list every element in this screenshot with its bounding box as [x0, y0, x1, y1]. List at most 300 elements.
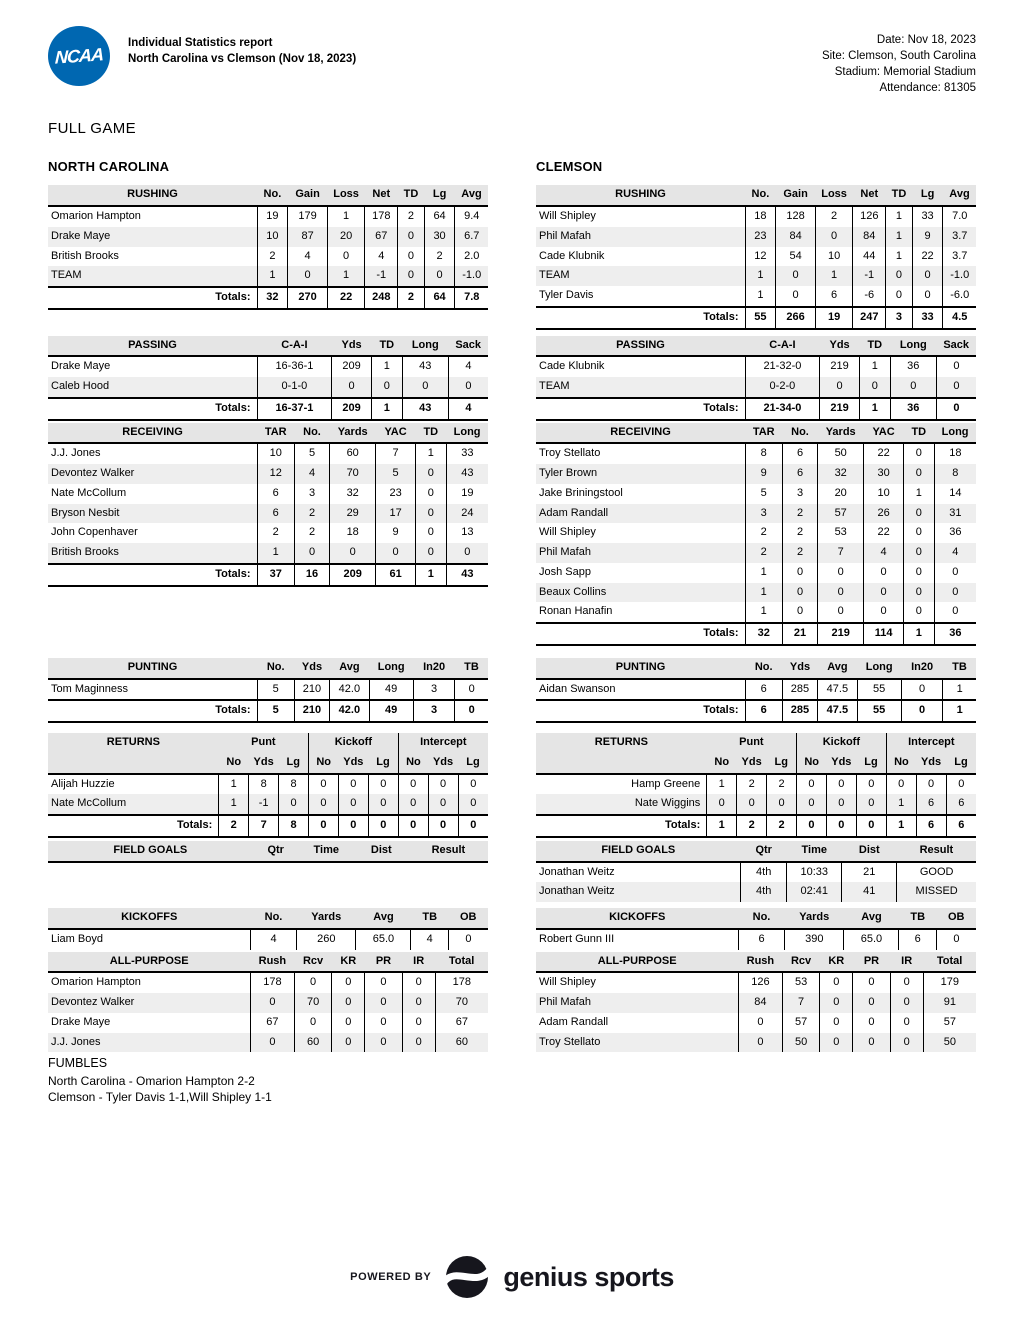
stat-cell: 0 — [776, 286, 816, 307]
column-header: No. — [250, 908, 296, 929]
stat-cell: 0 — [250, 1033, 294, 1053]
stat-cell: 6 — [738, 929, 784, 950]
returns-section — [48, 733, 488, 838]
stat-cell: 0 — [934, 602, 976, 623]
stat-cell: 0 — [332, 993, 365, 1013]
stat-cell: 2.0 — [455, 247, 488, 267]
table-row — [48, 993, 488, 1013]
stat-cell: 14 — [934, 484, 976, 504]
stat-cell: 2 — [398, 206, 424, 227]
section-title: RECEIVING — [536, 423, 745, 444]
stat-cell: 36 — [934, 623, 976, 645]
stat-cell: 0 — [916, 774, 946, 795]
stat-cell: 0 — [455, 700, 488, 722]
group-header: Kickoff — [796, 733, 886, 753]
totals-row — [48, 398, 488, 420]
stat-cell: 18 — [330, 523, 376, 543]
stat-cell: 0 — [368, 774, 398, 795]
totals-row — [536, 700, 976, 722]
stat-cell: 0 — [365, 993, 402, 1013]
player-name: Liam Boyd — [51, 932, 103, 945]
stat-cell: 209 — [332, 356, 372, 377]
returns-table — [536, 733, 976, 838]
player-name: Tyler Brown — [539, 467, 598, 480]
table-row — [536, 356, 976, 377]
stat-cell: 32 — [330, 484, 376, 504]
stat-cell: 43 — [402, 356, 448, 377]
stat-cell: 0-2-0 — [745, 377, 820, 398]
stat-cell: 0 — [415, 464, 446, 484]
stat-cell: 57 — [818, 504, 864, 524]
column-header: No. — [294, 423, 329, 444]
column-header: C-A-I — [745, 336, 820, 357]
stat-cell: 30 — [864, 464, 904, 484]
stat-cell: 0 — [901, 679, 943, 701]
stat-cell: 0 — [815, 227, 852, 247]
stat-cell: 30 — [424, 227, 455, 247]
stat-cell: 18 — [745, 206, 776, 227]
column-header: YAC — [864, 423, 904, 444]
stat-cell: 7.0 — [943, 206, 976, 227]
stat-cell: 36 — [890, 356, 936, 377]
column-header: C-A-I — [257, 336, 332, 357]
table-row — [48, 1033, 488, 1053]
player-name: Jake Briningstool — [539, 486, 623, 499]
stat-cell: 2 — [257, 247, 288, 267]
stat-cell: 1 — [745, 602, 782, 623]
stat-cell: 390 — [785, 929, 844, 950]
stat-cell: 0 — [903, 543, 934, 563]
column-header: Sack — [936, 336, 976, 357]
stat-cell: -1.0 — [455, 266, 488, 287]
header-row — [48, 336, 488, 357]
stat-cell: 53 — [818, 523, 864, 543]
player-name: Drake Maye — [51, 229, 111, 242]
player-name: Omarion Hampton — [51, 976, 141, 989]
stat-cell: 2 — [782, 523, 817, 543]
section-title: RECEIVING — [48, 423, 257, 444]
game-site: Site: Clemson, South Carolina — [821, 50, 976, 63]
stat-cell: 0 — [338, 794, 368, 815]
stat-cell: 6 — [257, 504, 294, 524]
stat-cell: 4 — [294, 464, 329, 484]
table-row — [536, 443, 976, 464]
table-row — [536, 266, 976, 286]
stat-cell: 0 — [903, 602, 934, 623]
player-name: Troy Stellato — [539, 447, 601, 460]
stat-cell: 0 — [415, 523, 446, 543]
player-name: Robert Gunn III — [539, 932, 615, 945]
column-header: TB — [943, 658, 976, 679]
header-row — [48, 423, 488, 444]
column-header: Lg — [856, 753, 886, 774]
passing-table — [536, 336, 976, 421]
totals-label: Totals: — [536, 700, 745, 722]
player-name: Phil Mafah — [539, 229, 591, 242]
stat-cell: 260 — [297, 929, 356, 950]
column-header: Avg — [356, 908, 411, 929]
table-row — [536, 602, 976, 623]
footer — [0, 1254, 1024, 1300]
stat-cell: 0 — [859, 377, 890, 398]
stat-cell: 0 — [398, 227, 424, 247]
stat-cell: 0 — [365, 1013, 402, 1033]
stat-cell: GOOD — [897, 862, 976, 883]
table-row — [48, 679, 488, 701]
column-header: Loss — [815, 185, 852, 206]
stat-cell: 0 — [428, 815, 458, 837]
punting-table — [48, 658, 488, 723]
stat-cell: 24 — [446, 504, 488, 524]
stat-cell: 84 — [738, 993, 782, 1013]
totals-row — [48, 287, 488, 309]
stat-cell: 0 — [820, 972, 853, 993]
stat-cell: 0 — [890, 377, 936, 398]
player-name: Caleb Hood — [51, 380, 110, 393]
report-header — [48, 26, 976, 96]
stat-cell: 219 — [818, 623, 864, 645]
table-row — [536, 1013, 976, 1033]
stat-cell: 0 — [446, 543, 488, 564]
stat-cell: 1 — [859, 356, 890, 377]
stat-cell: 1 — [219, 794, 249, 815]
table-row — [536, 247, 976, 267]
player-name: Aidan Swanson — [539, 682, 616, 695]
table-row — [48, 1013, 488, 1033]
stat-cell: 0 — [826, 774, 856, 795]
stat-cell: 57 — [782, 1013, 819, 1033]
stat-cell: 285 — [782, 700, 817, 722]
stat-cell: 0 — [448, 377, 488, 398]
stat-cell: 3 — [782, 484, 817, 504]
stat-cell: 0 — [782, 563, 817, 583]
column-header: Sack — [448, 336, 488, 357]
stat-cell: 21-34-0 — [745, 398, 820, 420]
stat-cell: 0 — [903, 443, 934, 464]
column-header: IR — [402, 952, 435, 973]
player-name: Nate McCollum — [51, 797, 127, 810]
table-row — [48, 266, 488, 287]
receiving-section — [48, 423, 488, 646]
totals-label: Totals: — [536, 398, 745, 420]
table-row — [536, 774, 976, 795]
stat-cell: 219 — [820, 356, 860, 377]
player-name: Will Shipley — [539, 210, 596, 223]
player-name: Jonathan Weitz — [539, 865, 615, 878]
stat-cell: 0 — [738, 1033, 782, 1053]
stat-cell: 1 — [327, 206, 364, 227]
column-header: KR — [332, 952, 365, 973]
returns-section — [536, 733, 976, 838]
header-row — [48, 658, 488, 679]
column-header: No. — [745, 185, 776, 206]
stat-cell: 02:41 — [787, 882, 842, 902]
stat-cell: 47.5 — [818, 700, 858, 722]
stat-cell: 0 — [415, 504, 446, 524]
group-header: Kickoff — [308, 733, 398, 753]
stat-cell: 4 — [448, 398, 488, 420]
column-header: Long — [446, 423, 488, 444]
stat-cell: 0 — [332, 1033, 365, 1053]
column-header: IR — [890, 952, 923, 973]
stat-cell: 36 — [890, 398, 936, 420]
stat-cell: 7.8 — [455, 287, 488, 309]
all-purpose-table — [536, 952, 976, 1053]
stat-cell: 7 — [376, 443, 416, 464]
stat-cell: 0 — [330, 543, 376, 564]
stat-cell: 32 — [818, 464, 864, 484]
stat-cell: 0 — [796, 794, 826, 815]
column-header: Yds — [332, 336, 372, 357]
stat-cell: 3 — [745, 504, 782, 524]
stat-cell: 20 — [818, 484, 864, 504]
player-name: British Brooks — [51, 546, 119, 559]
table-row — [48, 377, 488, 398]
stat-cell: 12 — [257, 464, 294, 484]
stat-cell: 55 — [745, 307, 776, 329]
column-header: Long — [369, 658, 413, 679]
column-header: PR — [365, 952, 402, 973]
stat-cell: 0 — [250, 993, 294, 1013]
column-header: Long — [934, 423, 976, 444]
stat-cell: 1 — [745, 266, 776, 286]
stat-cell: 266 — [776, 307, 816, 329]
stat-cell: 19 — [446, 484, 488, 504]
table-row — [536, 679, 976, 701]
player-name: Josh Sapp — [539, 565, 591, 578]
header-row — [536, 658, 976, 679]
stat-cell: 0 — [886, 266, 912, 286]
stat-cell: 2 — [767, 815, 797, 837]
section-title: PASSING — [48, 336, 257, 357]
stat-cell: 270 — [288, 287, 328, 309]
table-row — [536, 929, 976, 950]
column-header: TAR — [257, 423, 294, 444]
table-row — [536, 286, 976, 307]
player-name: Drake Maye — [51, 1015, 111, 1028]
player-name: TEAM — [539, 269, 570, 282]
column-header: Yds — [294, 658, 329, 679]
stat-cell: 1 — [943, 700, 976, 722]
totals-label: Totals: — [48, 398, 257, 420]
stat-cell: 178 — [435, 972, 488, 993]
stat-cell: 1 — [745, 583, 782, 603]
totals-row — [536, 307, 976, 329]
stat-cell: 16-37-1 — [257, 398, 332, 420]
stat-cell: 5 — [294, 443, 329, 464]
stat-cell: -1 — [249, 794, 279, 815]
rushing-section — [48, 185, 488, 329]
table-row — [536, 206, 976, 227]
stat-cell: 6 — [916, 794, 946, 815]
column-header: YAC — [376, 423, 416, 444]
stat-cell: 18 — [934, 443, 976, 464]
stat-cell: 0 — [376, 543, 416, 564]
totals-label: Totals: — [48, 815, 219, 837]
stat-cell: 0 — [864, 583, 904, 603]
player-name: Omarion Hampton — [51, 210, 141, 223]
column-header: No — [886, 753, 916, 774]
stat-cell: 49 — [369, 700, 413, 722]
all-purpose-section — [48, 952, 488, 1053]
stat-cell: 60 — [294, 1033, 331, 1053]
player-name: Will Shipley — [539, 526, 596, 539]
table-row — [536, 862, 976, 883]
header-row — [48, 841, 488, 862]
stat-cell: 16-36-1 — [257, 356, 332, 377]
stat-cell: 21-32-0 — [745, 356, 820, 377]
stat-cell: 2 — [815, 206, 852, 227]
stat-cell: 4th — [741, 862, 787, 883]
report-subtitle: North Carolina vs Clemson (Nov 18, 2023) — [128, 53, 357, 66]
stat-cell: 0 — [294, 1013, 331, 1033]
section-title: PASSING — [536, 336, 745, 357]
stat-cell: 0 — [368, 815, 398, 837]
stat-cell: 0 — [308, 774, 338, 795]
stat-cell: 128 — [776, 206, 816, 227]
stat-cell: 41 — [842, 882, 897, 902]
section-title: ALL-PURPOSE — [48, 952, 250, 973]
stat-cell: 0 — [279, 794, 309, 815]
stat-cell: 1 — [886, 815, 916, 837]
stat-cell: 178 — [250, 972, 294, 993]
stat-cell: 19 — [257, 206, 288, 227]
stat-cell: 22 — [864, 523, 904, 543]
table-row — [48, 206, 488, 227]
column-header: Qtr — [741, 841, 787, 862]
fumbles-title: FUMBLES — [48, 1056, 108, 1071]
table-row — [536, 972, 976, 993]
field-goals-table — [536, 841, 976, 902]
stat-cell: 64 — [424, 287, 455, 309]
column-header: Yds — [782, 658, 817, 679]
stat-cell: 1 — [257, 266, 288, 287]
all-purpose-table — [48, 952, 488, 1053]
player-name: John Copenhaver — [51, 526, 138, 539]
stat-cell: 1 — [745, 286, 776, 307]
column-header: No. — [257, 658, 294, 679]
stat-cell: 10 — [257, 227, 288, 247]
stat-cell: 16 — [294, 564, 329, 586]
header-row — [48, 952, 488, 973]
stat-cell: 0 — [338, 815, 368, 837]
player-name: Cade Klubnik — [539, 249, 605, 262]
table-row — [536, 464, 976, 484]
column-header: Yds — [820, 336, 860, 357]
player-name: Tyler Davis — [539, 289, 594, 302]
table-row — [48, 443, 488, 464]
stat-cell: 5 — [257, 679, 294, 701]
stat-cell: 0 — [853, 1033, 890, 1053]
stat-cell: 0 — [864, 602, 904, 623]
player-name: Beaux Collins — [539, 585, 607, 598]
field-goals-table — [48, 841, 488, 863]
totals-row — [48, 564, 488, 586]
column-header: TB — [411, 908, 448, 929]
column-header: Lg — [368, 753, 398, 774]
stat-cell: -6.0 — [943, 286, 976, 307]
stat-cell: 65.0 — [356, 929, 411, 950]
stat-cell: 0 — [901, 700, 943, 722]
player-name: Hamp Greene — [631, 777, 701, 790]
header-row — [536, 185, 976, 206]
column-header: Rush — [738, 952, 782, 973]
stat-cell: 43 — [446, 564, 488, 586]
stat-cell: 3.7 — [943, 227, 976, 247]
stat-cell: 10 — [864, 484, 904, 504]
column-header: No — [398, 753, 428, 774]
table-row — [536, 993, 976, 1013]
column-header: No. — [738, 908, 784, 929]
stat-cell: 126 — [738, 972, 782, 993]
section-title: RETURNS — [48, 733, 219, 753]
stat-cell: 0 — [890, 1013, 923, 1033]
stat-cell: 0 — [365, 1033, 402, 1053]
column-header: Dist — [842, 841, 897, 862]
section-title: RUSHING — [536, 185, 745, 206]
stat-cell: 3 — [413, 700, 455, 722]
stat-cell: 67 — [250, 1013, 294, 1033]
column-header: Lg — [946, 753, 976, 774]
genius-sports-wordmark: genius sports — [503, 1261, 674, 1292]
stat-cell: 1 — [371, 398, 402, 420]
column-header: TB — [455, 658, 488, 679]
stat-cell: 0 — [371, 377, 402, 398]
column-header: No — [796, 753, 826, 774]
kickoffs-section — [48, 908, 488, 950]
stat-cell: 0 — [782, 583, 817, 603]
page-title: FULL GAME — [48, 120, 137, 138]
header-row — [48, 753, 488, 774]
totals-row — [536, 623, 976, 645]
passing-table — [48, 336, 488, 421]
column-header: Yards — [330, 423, 376, 444]
ncaa-logo — [48, 26, 110, 86]
column-header: Yds — [826, 753, 856, 774]
group-header: Punt — [707, 733, 797, 753]
stat-cell: 114 — [864, 623, 904, 645]
stat-cell: 4 — [864, 543, 904, 563]
player-name: Devontez Walker — [51, 996, 135, 1009]
stat-cell: 1 — [903, 623, 934, 645]
group-header: Intercept — [398, 733, 488, 753]
column-header: Rush — [250, 952, 294, 973]
stat-cell: 0 — [737, 794, 767, 815]
player-name: Cade Klubnik — [539, 360, 605, 373]
totals-label: Totals: — [48, 564, 257, 586]
stat-cell: 9 — [745, 464, 782, 484]
stat-cell: 7 — [782, 993, 819, 1013]
stat-cell: 0 — [707, 794, 737, 815]
stat-cell: 0 — [402, 1033, 435, 1053]
stat-cell: 7 — [818, 543, 864, 563]
player-name: Phil Mafah — [539, 996, 591, 1009]
table-row — [536, 227, 976, 247]
stat-cell: 0 — [332, 377, 372, 398]
stat-cell: 1 — [745, 563, 782, 583]
stat-cell: 0 — [856, 794, 886, 815]
table-row — [536, 377, 976, 398]
stat-cell: 0 — [934, 583, 976, 603]
stat-cell: 31 — [934, 504, 976, 524]
stat-cell: 8 — [279, 815, 309, 837]
stat-cell: 0 — [455, 679, 488, 701]
column-header: KR — [820, 952, 853, 973]
stat-cell: 0 — [398, 815, 428, 837]
header-row — [536, 733, 976, 753]
column-header: Lg — [912, 185, 943, 206]
stat-cell: 6 — [745, 679, 782, 701]
